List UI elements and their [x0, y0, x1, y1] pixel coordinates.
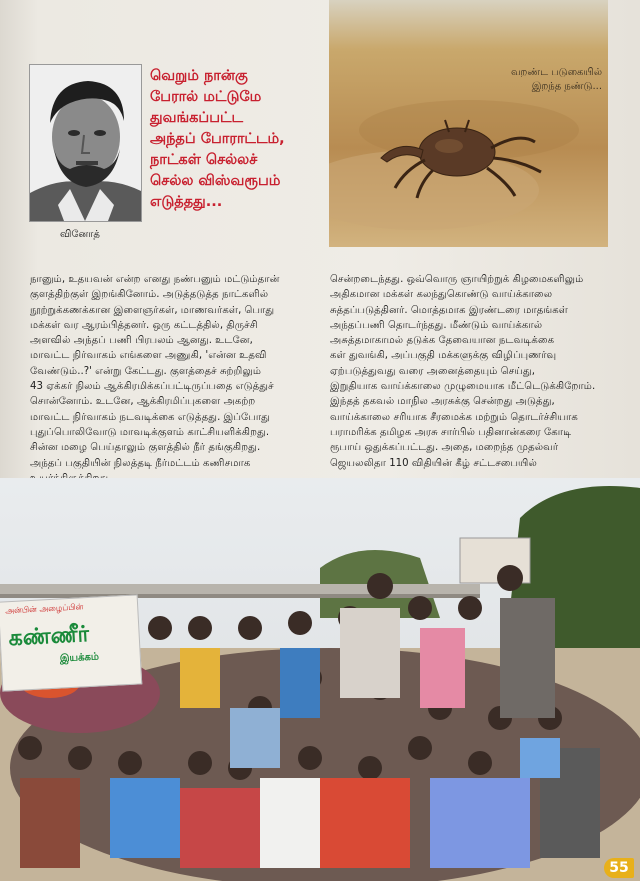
- text-line: அசுத்தமாகாமல் தடுக்க தேவையான நடவடிக்கை: [330, 335, 555, 347]
- quote-line: அந்தப் போராட்டம்,: [150, 131, 285, 147]
- crab-photo: [329, 0, 608, 247]
- text-line: வாய்க்காலை சரியாக சீரமைக்க மற்றும் தொடர்ச்சியாக: [330, 411, 578, 423]
- text-line: கள் துவங்கி, அப்பகுதி மக்களுக்கு விழிப்புணர்வு: [330, 350, 557, 362]
- text-line: வேண்டும்..?' என்று கேட்டது. குளத்தைச் சுற்றிலும்: [30, 365, 262, 377]
- banner-sign: [0, 594, 142, 691]
- text-line: புதுப்பொலிவோடு மாவடிக்குளம் காட்சியளிக்கிறது.: [30, 426, 270, 438]
- banner-sub-text: இயக்கம்: [59, 651, 100, 665]
- text-line: ரூபாய் ஒதுக்கப்பட்டது. அதை, மறைந்த முதல்வர்: [330, 442, 559, 454]
- text-line: ஜெயலலிதா 110 விதியின் கீழ் சட்டசபையில்: [330, 457, 537, 469]
- quote-line: துவங்கப்பட்ட: [150, 110, 244, 126]
- text-line: சுத்தப்படுத்தினர். மொத்தமாக இரண்டரை மாதங்கள்: [330, 304, 569, 316]
- paragraph: [330, 272, 610, 471]
- quote-line: எடுத்தது...: [150, 194, 223, 210]
- text-line: சின்ன மழை பெய்தாலும் குளத்தில் நீர் தங்குகிறது.: [30, 442, 261, 454]
- text-line: ஏற்படுத்துவது வரை அனைத்தையும் செய்து,: [330, 365, 536, 377]
- text-line: சென்றடைந்தது. ஒவ்வொரு ஞாயிற்றுக் கிழமைகளிலும்: [330, 274, 584, 285]
- banner-top-text: அன்பின் அழைப்பின்: [4, 602, 84, 616]
- paragraph: [30, 272, 313, 486]
- quote-line: நாட்கள் செல்லச்: [150, 152, 258, 168]
- caption-line: இறந்த நண்டு...: [531, 81, 602, 92]
- caption-line: வறண்ட படுகையில்: [510, 67, 602, 78]
- text-line: குளத்திற்குள் இறங்கினோம். அடுத்தடுத்த நாட்களில்: [30, 289, 269, 301]
- text-line: அந்தப்பணி தொடர்ந்தது. மீண்டும் வாய்க்கால்: [330, 319, 543, 331]
- pull-quote: [150, 66, 325, 213]
- text-line: அதிகமான மக்கள் கலந்துகொண்டு வாய்க்காலை: [330, 289, 553, 301]
- text-line: பராமரிக்க தமிழக அரசு சார்பில் பதினான்கரை கோடி: [330, 426, 572, 438]
- crab-photo-caption: [490, 66, 602, 94]
- text-line: மக்கள் வர ஆரம்பித்தனர். ஒரு கட்டத்தில், திருச்சி: [30, 319, 258, 331]
- text-line: அளவில் அந்தப் பணி பிரபலம் ஆனது. உடனே,: [30, 335, 253, 347]
- text-line: 43 ஏக்கர் நிலம் ஆக்கிரமிக்கப்பட்டிருப்பதை எடுத்துச்: [30, 381, 274, 393]
- portrait-caption: வினோத்: [60, 229, 100, 240]
- quote-line: பேரால் மட்டுமே: [150, 89, 262, 105]
- quote-line: செல்ல விஸ்வரூபம்: [150, 173, 281, 189]
- text-line: நூற்றுக்கணக்கான இளைஞர்கள், மாணவர்கள், பொது: [30, 304, 275, 316]
- page-number-badge: 55: [604, 858, 634, 878]
- text-line: நானும், உதயவன் என்ற எனது நண்பனும் மட்டும்தான்: [30, 274, 280, 285]
- text-line: சொன்னோம். உடனே, ஆக்கிரமிப்புகளை அகற்ற: [30, 396, 256, 408]
- portrait-photo: [29, 64, 142, 222]
- text-line: அந்தப் பகுதியின் நிலத்தடி நீர்மட்டம் கணிசமாக: [30, 457, 251, 469]
- text-line: மாவட்ட நிர்வாகம் நடவடிக்கை எடுத்தது. இப்போது: [30, 411, 271, 423]
- banner-main-text: கண்ணீர்: [8, 622, 90, 652]
- article-column-right: [330, 272, 610, 471]
- text-line: இந்தத் தகவல் மாநில அரசுக்கு சென்றது அடுத்து,: [330, 396, 555, 408]
- quote-line: வெறும் நான்கு: [150, 68, 248, 84]
- text-line: மாவட்ட நிர்வாகம் எங்களை அணுகி, 'என்ன உதவி: [30, 350, 267, 362]
- text-line: இறுதியாக வாய்க்காலை முழுமையாக மீட்டெடுக்கிறோம்.: [330, 381, 596, 393]
